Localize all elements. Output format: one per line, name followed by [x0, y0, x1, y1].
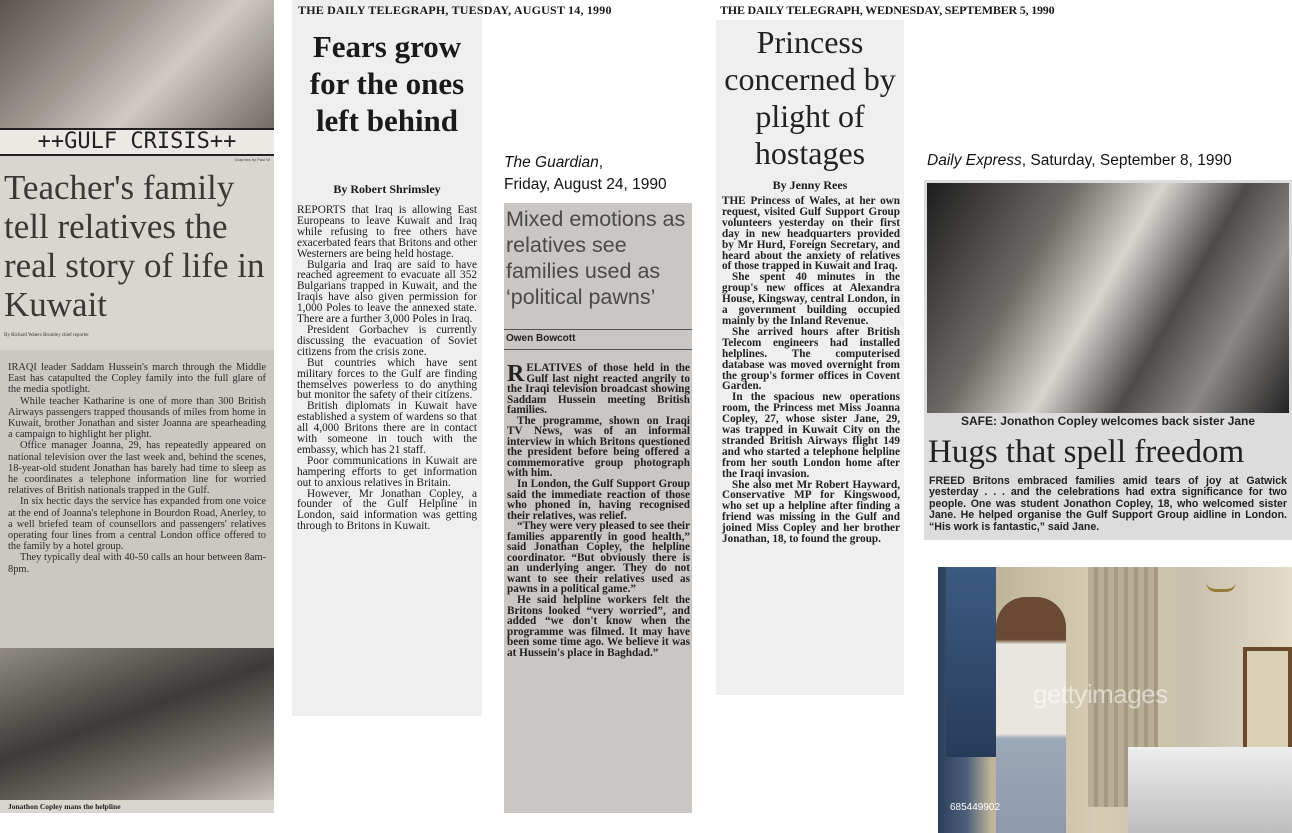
clip5-photo-caption: SAFE: Jonathon Copley welcomes back sister Jane — [960, 414, 1256, 428]
paragraph: THE Princess of Wales, at her own request, visited Gulf Support Group volunteers yesterday on their first day in new headquarters provided by Mr Hurd, Foreign Secretary, and heard about the anxiety of relatives of those trapped in Kuwait and Iraq. — [722, 195, 900, 273]
paragraph: In London, the Gulf Support Group said the immediate reaction of those who phoned in, having recognised their relatives, was relief. — [507, 478, 690, 522]
graphics-credit: Graphics by Paul W — [234, 157, 270, 162]
clip4-article-text — [722, 196, 900, 545]
drop-cap: R — [507, 361, 525, 387]
clip4-byline: By Jenny Rees — [772, 178, 848, 192]
clip1-headline: Teacher's family tell relatives the real story of life in Kuwait — [4, 168, 265, 324]
clip3-byline: Owen Bowcott — [506, 333, 576, 344]
woman-on-telephone-photo — [0, 648, 274, 800]
clip2-headline: Fears grow for the ones left behind — [309, 29, 465, 138]
daily-express-sep8-clipping — [924, 180, 1292, 540]
paragraph: She arrived hours after British Telecom engineers had installed helplines. The computerised database was moved overnight from the group's former offices in Covent Garden. — [722, 325, 900, 393]
desk-with-fax — [1128, 747, 1292, 833]
paragraph: While teacher Katharine is one of more than 300 British Airways passengers trapped thousands of miles from home in Kuwait, brother Jonathan and sister Joanna are spearheading a campaign to highlight her plight. — [8, 395, 266, 441]
paragraph: British diplomats in Kuwait have established a system of wardens so that all 4,000 Britons there are in contact with someone in touch with the embassy, which has 21 staff. — [297, 400, 477, 456]
paragraph: In the spacious new operations room, the Princess met Miss Joanna Copley, 27, whose sister Jane, 29, was trapped in Kuwait City on the stranded British Airways flight 149 and who started a telephone helpline from her south London home after the Iraqi invasion. — [722, 391, 900, 480]
paragraph: They typically deal with 40-50 calls an hour between 8am-8pm. — [8, 552, 266, 575]
clip3-article-text — [507, 363, 690, 658]
paragraph: He said helpline workers felt the Britons looked “very worried”, and added “we don't know when the programme was filmed. It may have been some time ago. We believe it was at Hussein's place in Baghdad.” — [507, 594, 690, 659]
paragraph: Poor communications in Kuwait are hampering efforts to get information out to anxious relatives in Britain. — [297, 454, 477, 489]
paragraph: She also met Mr Robert Hayward, Conservative MP for Kingswood, who set up a helpline after finding a friend was missing in the Gulf and joined Miss Copley and her brother Jonathan, 18, to found the group. — [722, 478, 900, 546]
divider — [504, 349, 692, 350]
gulf-crisis-clipping — [0, 0, 274, 813]
source-date: Saturday, September 8, 1990 — [1030, 152, 1232, 169]
paragraph-text: ELATIVES of those held in the Gulf last night reacted angrily to the Iraqi television broadcast showing Saddam Hussein meeting British families. — [507, 362, 690, 417]
paragraph: She spent 40 minutes in the group's new offices at Alexandra House, Kingsway, central London, in a government building occupied mainly by the Inland Revenue. — [722, 271, 900, 327]
clip3-headline: Mixed emotions as relatives see families used as ‘political pawns’ — [506, 207, 686, 309]
framed-map — [1243, 647, 1292, 757]
clip5-article-text: FREED Britons embraced families amid tears of joy at Gatwick yesterday . . . and the celebrations had extra significance for two people. One was student Jonathon Copley, 18, who welcomed sister Jane. He helped organise the Gulf Support Group aidline in London. “His work is fantastic,” said Jane. — [929, 475, 1287, 533]
clip2-dateline: THE DAILY TELEGRAPH, TUESDAY, AUGUST 14, 1990 — [298, 3, 612, 17]
daily-express-source-label: Daily Express, Saturday, September 8, 1990 — [927, 152, 1232, 169]
source-name: The Guardian — [504, 154, 599, 171]
paragraph: The programme, shown on Iraqi TV News, was of an informal interview in which Britons questioned the president before being offered a commemorative group photograph with him. — [507, 414, 690, 480]
window — [946, 567, 996, 757]
paragraph: President Gorbachev is currently discussing the evacuation of Soviet citizens from the crisis zone. — [297, 323, 477, 358]
guardian-source-label: The Guardian, Friday, August 24, 1990 — [504, 154, 667, 193]
clip5-headline: Hugs that spell freedom — [928, 434, 1245, 470]
clip1-byline: By Richard Waters Brumley chief reporter — [4, 333, 89, 338]
saddam-tank-photo — [0, 0, 274, 130]
divider — [504, 329, 692, 330]
image-id: 685449902 — [950, 802, 1001, 813]
clip2-byline: By Robert Shrimsley — [333, 182, 441, 196]
paragraph: IRAQI leader Saddam Hussein's march through the Middle East has catapulted the Copley family into the full glare of the media spotlight. — [8, 362, 266, 396]
paragraph: However, Mr Jonathan Copley, a founder of the Gulf Helpline in London, said information was getting through to Britons in Kuwait. — [297, 487, 477, 533]
getty-watermark: gettyimages — [1033, 679, 1168, 709]
paragraph: Office manager Joanna, 29, has repeatedly appeared on national television over the last week and, behind the scenes, 18-year-old student Jonathan has barely had time to sleep as he coordinates a telephone information line for worried relatives of British nationals trapped in the Gulf. — [8, 440, 266, 497]
clip4-dateline: THE DAILY TELEGRAPH, WEDNESDAY, SEPTEMBER 5, 1990 — [720, 3, 1055, 17]
paragraph: Bulgaria and Iraq are said to have reached agreement to evacuate all 352 Bulgarians trapped in Kuwait, and the Iraqis have also given permission for 1,000 Poles to leave the annexed state. There are a further 3,000 Poles in Iraq. — [297, 258, 477, 326]
clip4-headline: Princess concerned by plight of hostages — [724, 24, 896, 171]
guardian-aug24-clipping — [504, 203, 692, 813]
clip1-article-text — [8, 362, 266, 575]
getty-photo — [938, 567, 1292, 833]
paragraph: “They were very pleased to see their families apparently in good health,” said Jonathan Copley, the helpline coordinator. “But obviously there is an underlying anger. They do not want to see their relatives used as pawns in a political game.” — [507, 520, 690, 596]
clip1-photo-caption: Jonathon Copley mans the helpline — [8, 802, 121, 811]
wall-lamp — [1206, 569, 1236, 592]
young-man-reading — [996, 597, 1066, 833]
paragraph: In six hectic days the service has expanded from one voice at the end of Joanna's telephone in Bourdon Road, Anerley, to a well briefed team of counsellors and passengers' relatives operating four lines from a central London office offered to the family by a hotel group. — [8, 496, 266, 553]
paragraph: But countries which have sent military forces to the Gulf are finding themselves powerless to do anything but monitor the safety of their citizens. — [297, 356, 477, 402]
paragraph — [507, 363, 690, 416]
gulf-crisis-kicker: ++GULF CRISIS++ — [0, 128, 274, 156]
telegraph-sep5-clipping — [716, 20, 904, 695]
paragraph: REPORTS that Iraq is allowing East Europeans to leave Kuwait and Iraq while refusing to free others have exacerbated fears that Britons and other Westerners are being held hostage. — [297, 204, 477, 260]
hug-photo — [927, 183, 1289, 413]
source-date: Friday, August 24, 1990 — [504, 176, 667, 193]
source-name: Daily Express — [927, 152, 1022, 169]
clip2-article-text — [297, 205, 477, 532]
